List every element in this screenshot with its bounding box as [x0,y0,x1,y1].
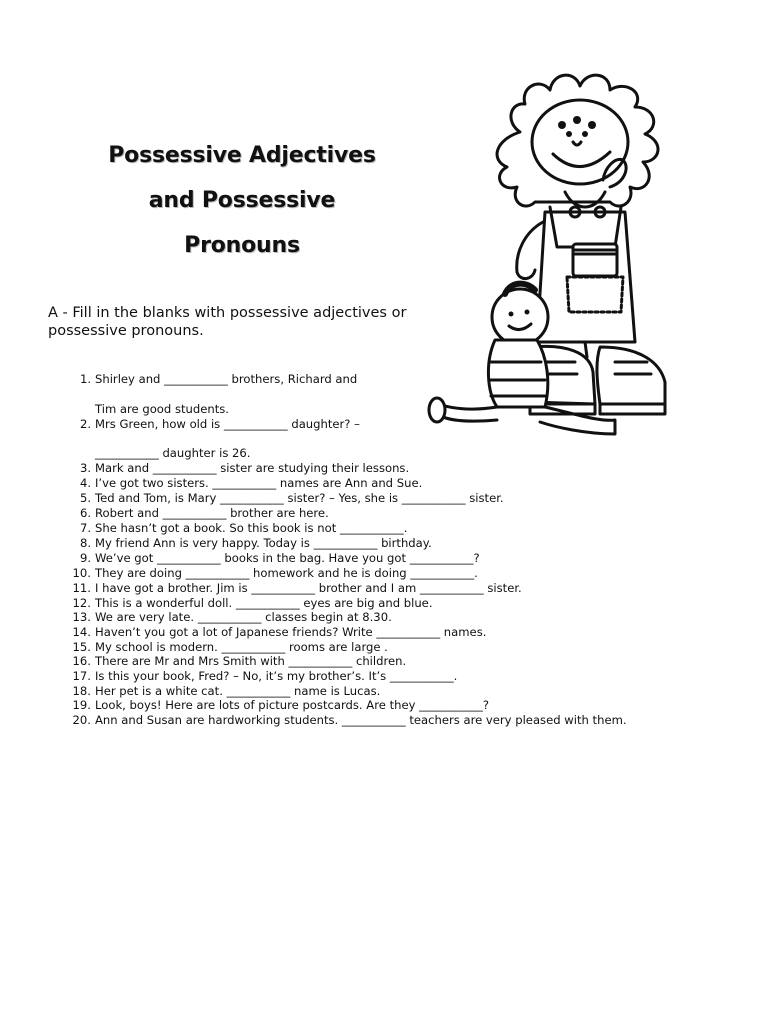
question-text: Robert and ___________ brother are here. [95,506,329,520]
question-number: 9. [79,551,91,565]
question-text: Her pet is a white cat. ___________ name is Lucas. [95,684,381,698]
question-text: I have got a brother. Jim is ___________ brother and I am ___________ sister. [95,581,522,595]
question-text: Ted and Tom, is Mary ___________ sister? – Yes, she is ___________ sister. [95,491,504,505]
question-number: 8. [79,536,91,550]
question-number: 2. [79,417,91,431]
question-number: 19. [72,698,91,712]
question-text: Mrs Green, how old is ___________ daughter? – [95,417,360,431]
title-line-2: and Possessive [148,188,336,213]
question-number: 12. [72,596,91,610]
question-number: 13. [72,610,91,624]
question-text: There are Mr and Mrs Smith with ___________ children. [95,654,407,668]
cartoon-child-illustration [425,62,710,442]
question-number: 15. [72,640,91,654]
question-number: 1. [79,372,91,386]
question-text: They are doing ___________ homework and he is doing ___________. [95,566,478,580]
instructions: A - Fill in the blanks with possessive adjectives or possessive pronouns. [48,305,407,339]
question-text: Is this your book, Fred? – No, it’s my brother’s. It’s ___________. [95,669,458,683]
question-number: 10. [72,566,91,580]
question-text: Shirley and ___________ brothers, Richard and [95,372,358,386]
title-line-3: Pronouns [184,233,300,258]
question-text: We are very late. ___________ classes begin at 8.30. [95,610,392,624]
question-text: My school is modern. ___________ rooms are large . [95,640,388,654]
question-number: 17. [72,669,91,683]
question-text: Ann and Susan are hardworking students. ___________ teachers are very pleased with them. [95,713,627,727]
question-number: 5. [79,491,91,505]
question-text: Haven’t you got a lot of Japanese friends? Write ___________ names. [95,625,487,639]
question-number: 20. [72,713,91,727]
question-text: She hasn’t got a book. So this book is not ___________. [95,521,408,535]
question-number: 14. [72,625,91,639]
question-continuation: ___________ daughter is 26. [95,446,251,460]
question-text: Mark and ___________ sister are studying their lessons. [95,461,410,475]
question-number: 4. [79,476,91,490]
question-text: This is a wonderful doll. ___________ eyes are big and blue. [95,596,433,610]
question-text: My friend Ann is very happy. Today is ___________ birthday. [95,536,432,550]
question-number: 3. [79,461,91,475]
question-number: 11. [72,581,91,595]
question-number: 16. [72,654,91,668]
question-text: I’ve got two sisters. ___________ names are Ann and Sue. [95,476,423,490]
doll-head [492,289,548,345]
question-number: 18. [72,684,91,698]
question-text: We’ve got ___________ books in the bag. Have you got ___________? [95,551,480,565]
title-line-1: Possessive Adjectives [108,143,376,168]
question-text: Look, boys! Here are lots of picture postcards. Are they ___________? [95,698,490,712]
question-number: 7. [79,521,91,535]
question-number: 6. [79,506,91,520]
question-continuation: Tim are good students. [95,402,229,416]
